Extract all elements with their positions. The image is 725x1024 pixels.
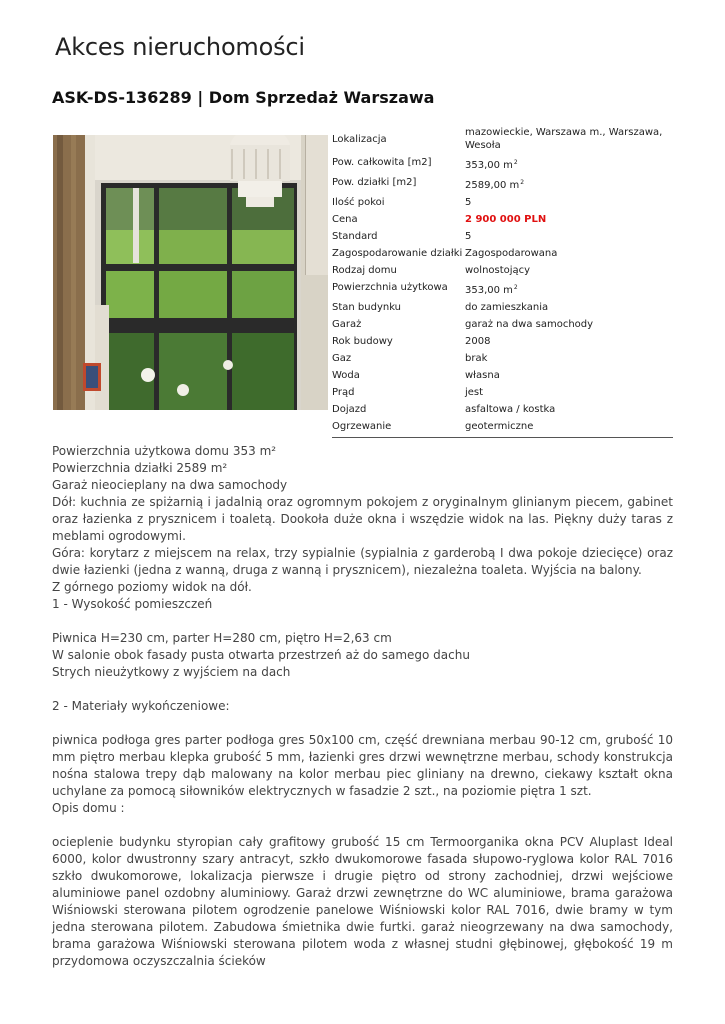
- description-paragraph: Piwnica H=230 cm, parter H=280 cm, piętro H=2,63 cm: [52, 631, 392, 645]
- spec-label: Dojazd: [332, 404, 367, 415]
- spec-row-prad: [332, 384, 673, 401]
- spec-label: Stan budynku: [332, 302, 402, 313]
- paragraph-spacer: [52, 613, 673, 630]
- spec-label: Ogrzewanie: [332, 421, 392, 432]
- spec-value-cell: [465, 156, 673, 172]
- description-paragraph: W salonie obok fasady pusta otwarta przestrzeń aż do samego dachu: [52, 648, 470, 662]
- property-photo: [53, 135, 328, 410]
- spec-value: brak: [465, 353, 488, 364]
- spec-label: Ilość pokoi: [332, 197, 385, 208]
- spec-label: Lokalizacja: [332, 133, 387, 145]
- description-paragraph: Garaż nieocieplany na dwa samochody: [52, 478, 288, 492]
- spec-label: Rok budowy: [332, 336, 393, 347]
- specs-table: [332, 124, 673, 438]
- spec-row-standard: [332, 228, 673, 245]
- spec-value: 2008: [465, 336, 491, 347]
- description-paragraph: Opis domu :: [52, 801, 125, 815]
- spec-label: Cena: [332, 214, 358, 225]
- description-paragraph: Powierzchnia użytkowa domu 353 m²: [52, 444, 277, 458]
- spec-value: do zamieszkania: [465, 302, 549, 313]
- spec-label: Gaz: [332, 353, 352, 364]
- spec-row-pow-dzialki: [332, 174, 673, 194]
- spec-label: Woda: [332, 370, 360, 381]
- price-value: 2 900 000 PLN: [465, 214, 547, 225]
- description-paragraph: Strych nieużytkowy z wyjściem na dach: [52, 665, 291, 679]
- description-paragraph: Powierzchnia działki 2589 m²: [52, 461, 228, 475]
- unit-superscript: 2: [513, 159, 518, 166]
- spec-value: jest: [465, 387, 484, 398]
- listing-description: [52, 443, 673, 970]
- description-paragraph: Dół: kuchnia ze spiżarnią i jadalnią oraz ogromnym pokojem z oryginalnym glinianym piecem, gabinet oraz łazienka z prysznicem i toaletą. Dookoła duże okna i wszędzie widok na las. Piękny duży taras z meblami ogrodowymi.: [52, 495, 673, 543]
- spec-value: 5: [465, 197, 472, 208]
- spec-value: 2589,00 m: [465, 180, 520, 191]
- unit-superscript: 2: [513, 284, 518, 291]
- spec-row-lokalizacja: [332, 124, 673, 154]
- description-paragraph: piwnica podłoga gres parter podłoga gres 50x100 cm, część drewniana merbau 90-12 cm, grubość 10 mm piętro merbau klepka grubość 5 mm, łazienki gres drzwi wewnętrzne merbau, schody konstrukcja nośna stalowa trepy dąb malowany na kolor merbau piec gliniany na drewno, ciekawy kształt okna uchylane za pomocą siłowników elektrycznych w fasadzie 2 szt., na poziomie piętra 1 szt.: [52, 733, 673, 798]
- description-paragraph: 2 - Materiały wykończeniowe:: [52, 699, 230, 713]
- spec-row-stan-budynku: [332, 299, 673, 316]
- spec-label: Rodzaj domu: [332, 265, 397, 276]
- unit-superscript: 2: [520, 179, 525, 186]
- spec-label: Pow. działki [m2]: [332, 177, 417, 188]
- spec-value: garaż na dwa samochody: [465, 319, 594, 330]
- spec-value-cell: [465, 281, 673, 297]
- spec-row-ilosc-pokoi: [332, 194, 673, 211]
- spec-label: Powierzchnia użytkowa: [332, 282, 448, 293]
- description-paragraph: Góra: korytarz z miejscem na relax, trzy sypialnie (sypialnia z garderobą I dwa pokoje dziecięce) oraz dwie łazienki (jedna z wanną, druga z wanną i prysznicem), niezależna toaleta. Wyjścia na balony.: [52, 546, 673, 577]
- spec-label: Pow. całkowita [m2]: [332, 157, 432, 168]
- spec-row-rodzaj-domu: [332, 262, 673, 279]
- spec-label: Prąd: [332, 387, 355, 398]
- spec-value: wolnostojący: [465, 265, 531, 276]
- spec-value: mazowieckie, Warszawa m., Warszawa, Wesoła: [465, 127, 663, 151]
- spec-value: Zagospodarowana: [465, 248, 558, 259]
- spec-row-ogrzewanie: [332, 418, 673, 435]
- spec-row-garaz: [332, 316, 673, 333]
- description-paragraph: ocieplenie budynku styropian cały grafitowy grubość 15 cm Termoorganika okna PCV Aluplast Ideal 6000, kolor dwustronny szary antracyt, szkło dwukomorowe fasada słupowo-ryglowa kolor RAL 7016 szkło dwukomorowe, lokalizacja pierwsze i drugie piętro od strony zachodniej, drzwi wejściowe aluminiowe panel ozdobny aluminiowy. Garaż drzwi zewnętrzne do WC aluminiowe, brama garażowa Wiśniowski sterowana pilotem ogrodzenie panelowe Wiśniowski kolor RAL 7016, dwie bramy w tym jedna sterowana pilotem. Zabudowa śmietnika dwie furtki. garaż nieogrzewany na dwa samochody, brama garażowa Wiśniowski sterowana pilotem woda z własnej studni głębinowej, głębokość 19 m przydomowa oczyszczalnia ścieków: [52, 835, 673, 968]
- spec-row-pow-calkowita: [332, 154, 673, 174]
- spec-value: 353,00 m: [465, 160, 513, 171]
- description-paragraph: 1 - Wysokość pomieszczeń: [52, 597, 213, 611]
- spec-row-gaz: [332, 350, 673, 367]
- spec-row-zagospodarowanie: [332, 245, 673, 262]
- listing-title: ASK-DS-136289 | Dom Sprzedaż Warszawa: [52, 88, 435, 107]
- spec-label: Standard: [332, 231, 378, 242]
- spec-value: własna: [465, 370, 500, 381]
- spec-value: 5: [465, 231, 472, 242]
- spec-row-woda: [332, 367, 673, 384]
- spec-value: 353,00 m: [465, 285, 513, 296]
- paragraph-spacer: [52, 817, 673, 834]
- spec-value-cell: [465, 176, 673, 192]
- spec-row-dojazd: [332, 401, 673, 418]
- spec-value: asfaltowa / kostka: [465, 404, 556, 415]
- description-paragraph: Z górnego poziomy widok na dół.: [52, 580, 252, 594]
- spec-label: Garaż: [332, 319, 362, 330]
- site-brand: Akces nieruchomości: [55, 33, 305, 61]
- spec-row-cena: [332, 211, 673, 228]
- paragraph-spacer: [52, 715, 673, 732]
- spec-value: geotermiczne: [465, 421, 534, 432]
- paragraph-spacer: [52, 681, 673, 698]
- spec-row-rok-budowy: [332, 333, 673, 350]
- spec-row-powierzchnia-uzytkowa: [332, 279, 673, 299]
- spec-label: Zagospodarowanie działki: [332, 248, 463, 259]
